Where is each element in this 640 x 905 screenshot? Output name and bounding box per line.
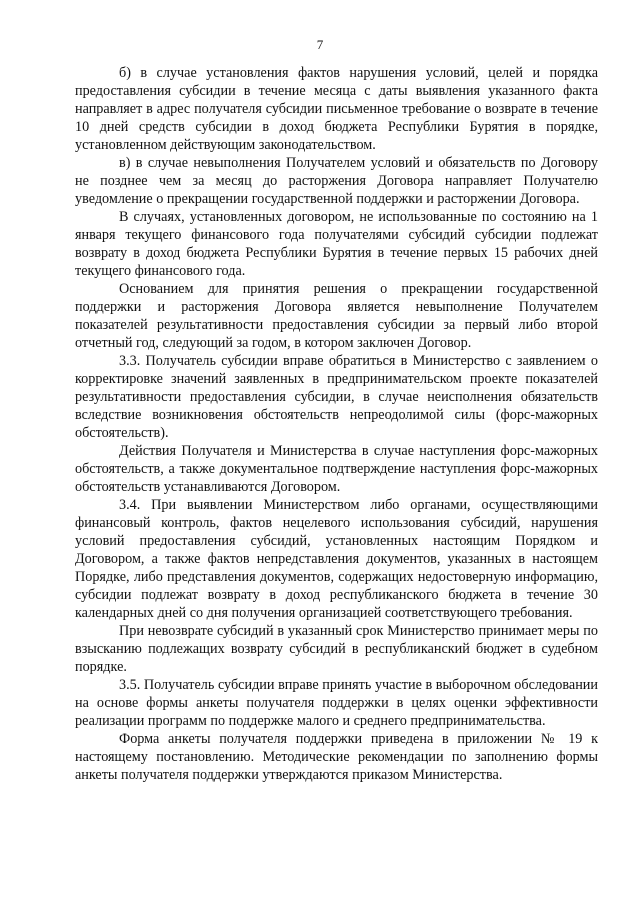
paragraph-b-violation-refund: б) в случае установления фактов нарушения условий, целей и порядка предоставления субсидии в течение месяца с даты выявления указанного факта направляет в адрес получателя субсидии письменное требование о возврате в течение 10 дней средств субсидии в доход бюджета Республики Бурятия в порядке, установленном действующим законодательством.: [75, 65, 598, 153]
paragraph-3-3-adjustment-request: 3.3. Получатель субсидии вправе обратиться в Министерство с заявлением о корректировке значений заявленных в предпринимательском проекте показателей результативности предоставления субсидии, в случае неисполнения обязательств вследствие возникновения обстоятельств непреодолимой силы (форс-мажорных обстоятельств).: [75, 353, 598, 441]
page-number: 7: [316, 37, 324, 52]
paragraph-unused-subsidy-return: В случаях, установленных договором, не использованные по состоянию на 1 января текущего финансового года получателями субсидий субсидии подлежат возврату в доход бюджета Республики Бурятия в течение первых 15 рабочих дней текущего финансового года.: [75, 209, 598, 279]
paragraph-court-recovery: При невозврате субсидий в указанный срок Министерство принимает меры по взысканию подлежащих возврату субсидий в республиканский бюджет в судебном порядке.: [75, 623, 598, 675]
paragraph-termination-grounds: Основанием для принятия решения о прекращении государственной поддержки и расторжения Договора является невыполнение Получателем показателей результативности предоставления субсидии за первый либо второй отчетный год, следующий за годом, в котором заключен Договор.: [75, 281, 598, 351]
paragraph-3-5-survey-participation: 3.5. Получатель субсидии вправе принять участие в выборочном обследовании на основе формы анкеты получателя поддержки в целях оценки эффективности реализации программ по поддержке малого и среднего предпринимательства.: [75, 677, 598, 729]
paragraph-survey-form-appendix: Форма анкеты получателя поддержки приведена в приложении № 19 к настоящему постановлению. Методические рекомендации по заполнению формы анкеты получателя поддержки утверждаются приказом Министерства.: [75, 731, 598, 783]
paragraph-force-majeure-actions: Действия Получателя и Министерства в случае наступления форс-мажорных обстоятельств, а также документальное подтверждение наступления форс-мажорных обстоятельств устанавливаются Договором.: [75, 443, 598, 495]
document-body: [75, 64, 598, 784]
paragraph-v-termination-notice: в) в случае невыполнения Получателем условий и обязательств по Договору не позднее чем за месяц до расторжения Договора направляет Получателю уведомление о прекращении государственной поддержки и расторжении Договора.: [75, 155, 598, 207]
paragraph-3-4-misuse-refund: 3.4. При выявлении Министерством либо органами, осуществляющими финансовый контроль, фактов нецелевого использования субсидий, нарушения условий предоставления субсидий, установленных настоящим Порядком и Договором, а также фактов непредставления документов, указанных в настоящем Порядке, либо представления документов, содержащих недостоверную информацию, субсидии подлежат возврату в доход республиканского бюджета в течение 30 календарных дней со дня получения организацией соответствующего требования.: [75, 497, 598, 621]
